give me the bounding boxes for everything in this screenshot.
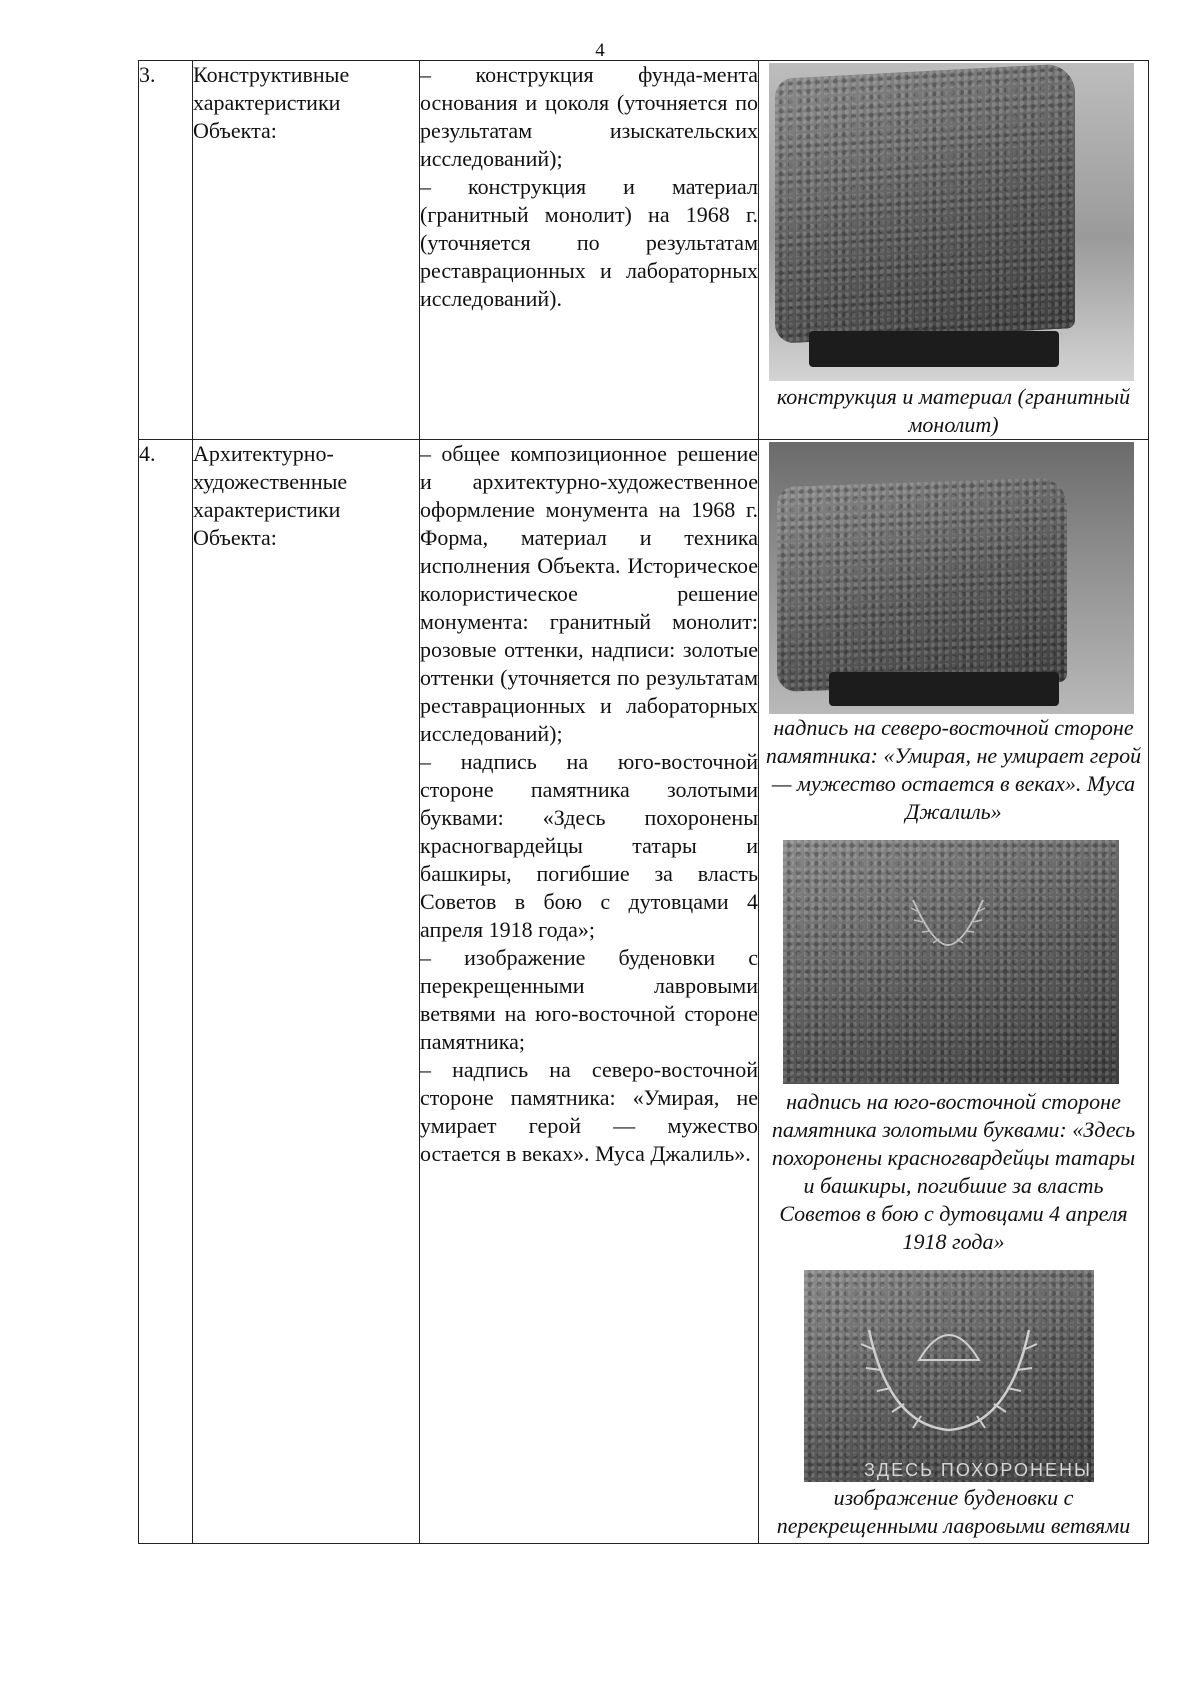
monument-photo xyxy=(769,63,1134,381)
characteristic-description xyxy=(420,61,759,440)
page-number: 4 xyxy=(595,40,605,61)
photo-caption: надпись на северо-восточной стороне памятника: «Умирая, не умирает герой — мужество остается в веках». Муса Джалиль» xyxy=(765,715,1142,824)
description-item: – конструкция фунда-мента основания и цоколя (уточняется по результатам изыскательских исследований); xyxy=(420,62,758,171)
characteristics-table xyxy=(138,60,1149,1544)
photo-caption: изображение буденовки с перекрещенными лавровыми ветвями xyxy=(776,1485,1131,1538)
characteristic-name: Конструктивные характеристики Объекта: xyxy=(193,61,420,440)
row-number: 3. xyxy=(139,61,193,440)
photo-cell xyxy=(759,61,1149,440)
monument-photo xyxy=(769,442,1134,714)
inscription-fragment: ЗДЕСЬ ПОХОРОНЕНЫ xyxy=(864,1460,1092,1480)
photo-caption: конструкция и материал (гранитный монолит) xyxy=(776,384,1131,437)
description-item: – конструкция и материал (гранитный монолит) на 1968 г. (уточняется по результатам реставрационных и лабораторных исследований). xyxy=(420,174,758,311)
characteristic-description xyxy=(420,440,759,1544)
inscription-photo xyxy=(783,840,1119,1084)
description-item: – общее композиционное решение и архитектурно-художественное оформление монумента на 1968 г. Форма, материал и техника исполнения Объекта. Историческое колористическое решение монумента: гранитный монолит: розовые оттенки, надписи: золотые оттенки (уточняется по результатам реставрационных и лабораторных исследований); xyxy=(420,441,758,746)
laurel-wreath-icon xyxy=(903,890,993,950)
table-row xyxy=(139,61,1149,440)
budenovka-laurel-icon xyxy=(849,1290,1049,1440)
photo-cell xyxy=(759,440,1149,1544)
photo-caption: надпись на юго-восточной стороне памятника золотыми буквами: «Здесь похоронены красногвардейцы татары и башкиры, погибшие за власть Советов в бою с дутовцами 4 апреля 1918 года» xyxy=(771,1089,1136,1254)
row-number: 4. xyxy=(139,440,193,1544)
description-item: – надпись на юго-восточной стороне памятника золотыми буквами: «Здесь похоронены красногвардейцы татары и башкиры, погибшие за власть Советов в бою с дутовцами 4 апреля 1918 года»; xyxy=(420,749,758,942)
table-row xyxy=(139,440,1149,1544)
budenovka-photo xyxy=(804,1270,1094,1482)
description-item: – изображение буденовки с перекрещенными лавровыми ветвями на юго-восточной стороне памятника; xyxy=(420,945,758,1054)
characteristic-name: Архитектурно-художественные характеристики Объекта: xyxy=(193,440,420,1544)
description-item: – надпись на северо-восточной стороне памятника: «Умирая, не умирает герой — мужество остается в веках». Муса Джалиль». xyxy=(420,1057,758,1166)
